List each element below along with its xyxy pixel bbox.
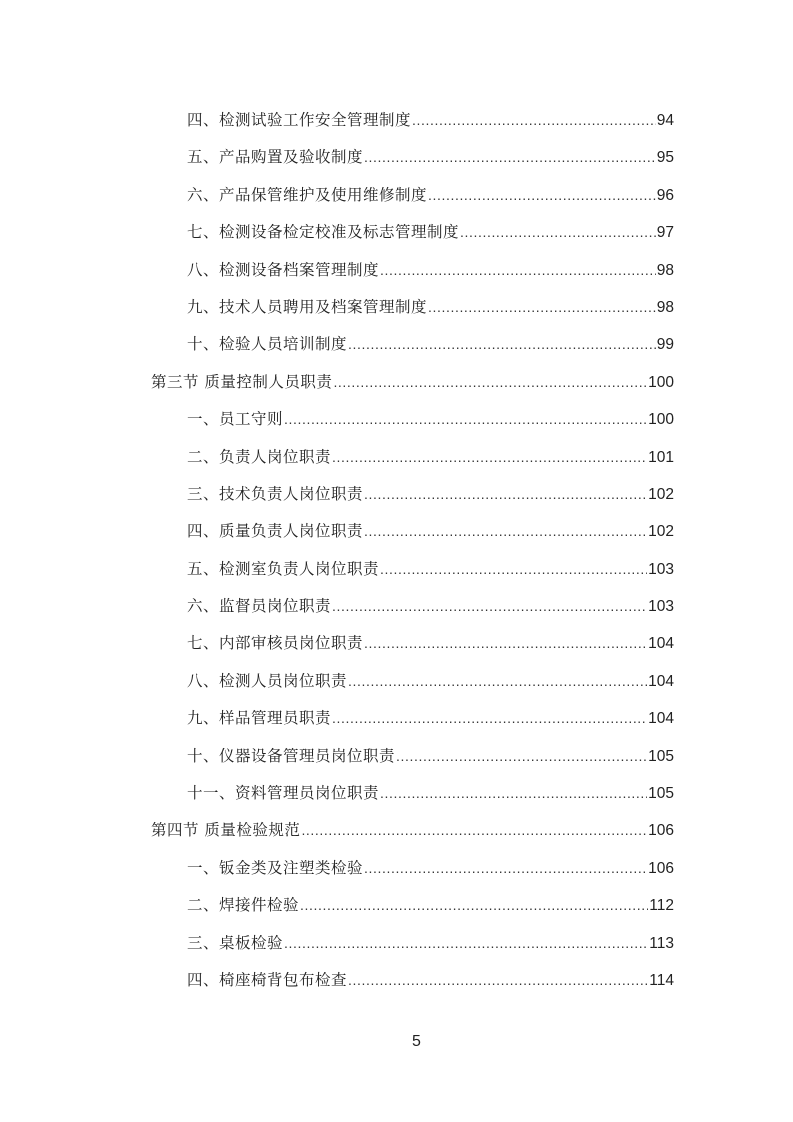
dot-leader: [364, 860, 647, 876]
toc-entry-title: 七、检测设备检定校准及标志管理制度: [187, 223, 460, 242]
toc-entry[interactable]: [151, 931, 674, 968]
toc-entry-page: 100: [648, 411, 674, 429]
toc-entry-title: 四、检测试验工作安全管理制度: [187, 111, 412, 129]
toc-entry-page: 100: [648, 373, 674, 391]
dot-leader: [380, 785, 647, 801]
toc-entry-page: 103: [648, 598, 674, 616]
toc-entry[interactable]: [151, 856, 674, 893]
dot-leader: [364, 523, 647, 539]
toc-entry-page: 105: [648, 785, 674, 803]
toc-entry-title: 二、负责人岗位职责: [187, 447, 332, 466]
page-number: 5: [412, 1033, 421, 1050]
toc-entry[interactable]: [151, 183, 674, 220]
toc-entry[interactable]: [151, 594, 674, 631]
toc-entry-title: 二、焊接件检验: [187, 896, 300, 915]
toc-entry-title: 七、内部审核员岗位职责: [187, 634, 364, 653]
toc-entry-title: 八、检测设备档案管理制度: [187, 260, 380, 279]
dot-leader: [380, 262, 656, 278]
toc-entry[interactable]: [151, 968, 674, 1005]
toc-entry-title: 十、仪器设备管理员岗位职责: [187, 746, 396, 765]
toc-entry-page: 98: [656, 261, 674, 279]
dot-leader: [348, 972, 648, 988]
toc-section-entry[interactable]: [151, 370, 674, 407]
toc-entry-page: 101: [648, 448, 674, 466]
toc-entry-page: 104: [648, 672, 674, 690]
toc-entry-title: 四、质量负责人岗位职责: [187, 522, 364, 541]
toc-entry[interactable]: [151, 706, 674, 743]
dot-leader: [364, 635, 647, 651]
dot-leader: [396, 748, 647, 764]
dot-leader: [412, 112, 656, 128]
dot-leader: [332, 449, 647, 465]
dot-leader: [284, 411, 647, 427]
toc-entry-page: 114: [649, 971, 674, 989]
dot-leader: [332, 710, 647, 726]
toc-entry-title: 九、技术人员聘用及档案管理制度: [187, 297, 428, 316]
toc-entry[interactable]: [151, 482, 674, 519]
toc-entry-title: 一、员工守则: [187, 410, 284, 429]
toc-entry[interactable]: [151, 407, 674, 444]
toc-entry[interactable]: [151, 557, 674, 594]
toc-entry[interactable]: [151, 744, 674, 781]
table-of-contents: [151, 108, 674, 1005]
toc-entry[interactable]: [151, 258, 674, 295]
toc-entry-page: 113: [649, 934, 674, 952]
dot-leader: [364, 486, 647, 502]
dot-leader: [300, 897, 648, 913]
toc-entry-page: 98: [656, 298, 674, 316]
dot-leader: [332, 598, 647, 614]
toc-entry-page: 99: [656, 336, 674, 354]
dot-leader: [348, 673, 647, 689]
dot-leader: [333, 374, 647, 390]
toc-entry-page: 102: [648, 523, 674, 541]
toc-entry[interactable]: [151, 145, 674, 182]
toc-section-entry[interactable]: [151, 818, 674, 855]
toc-entry[interactable]: [151, 631, 674, 668]
dot-leader: [348, 336, 656, 352]
toc-entry[interactable]: [151, 519, 674, 556]
dot-leader: [428, 299, 656, 315]
toc-entry-title: 十一、资料管理员岗位职责: [187, 784, 380, 803]
dot-leader: [428, 187, 656, 203]
dot-leader: [284, 935, 648, 951]
toc-entry-page: 95: [656, 149, 674, 167]
toc-entry-title: 五、产品购置及验收制度: [187, 148, 364, 167]
dot-leader: [301, 822, 647, 838]
toc-entry-title: 第四节 质量检验规范: [151, 821, 301, 840]
toc-entry-title: 四、椅座椅背包布检查: [187, 970, 348, 989]
toc-entry-page: 105: [648, 747, 674, 765]
toc-entry-page: 103: [648, 560, 674, 578]
toc-entry-page: 97: [656, 224, 674, 242]
dot-leader: [380, 561, 647, 577]
toc-entry[interactable]: [151, 669, 674, 706]
toc-entry-title: 九、样品管理员职责: [187, 709, 332, 728]
toc-entry[interactable]: [151, 445, 674, 482]
toc-entry[interactable]: [151, 108, 674, 145]
toc-entry-title: 八、检测人员岗位职责: [187, 671, 348, 690]
toc-entry-title: 十、检验人员培训制度: [187, 335, 348, 354]
toc-entry-page: 94: [656, 112, 674, 129]
toc-entry-title: 第三节 质量控制人员职责: [151, 372, 333, 391]
toc-entry-page: 104: [648, 635, 674, 653]
toc-entry-page: 102: [648, 485, 674, 503]
toc-entry[interactable]: [151, 295, 674, 332]
toc-entry[interactable]: [151, 332, 674, 369]
toc-entry-page: 106: [648, 822, 674, 840]
dot-leader: [364, 149, 656, 165]
toc-entry-page: 96: [656, 186, 674, 204]
toc-entry-page: 112: [649, 897, 674, 915]
toc-entry-title: 六、产品保管维护及使用维修制度: [187, 185, 428, 204]
toc-entry-title: 三、技术负责人岗位职责: [187, 484, 364, 503]
toc-entry-page: 104: [648, 710, 674, 728]
toc-entry[interactable]: [151, 220, 674, 257]
toc-entry-title: 一、钣金类及注塑类检验: [187, 858, 364, 877]
dot-leader: [460, 224, 656, 240]
toc-entry[interactable]: [151, 781, 674, 818]
toc-entry-title: 三、桌板检验: [187, 933, 284, 952]
toc-entry[interactable]: [151, 893, 674, 930]
toc-entry-title: 五、检测室负责人岗位职责: [187, 559, 380, 578]
toc-entry-page: 106: [648, 859, 674, 877]
toc-entry-title: 六、监督员岗位职责: [187, 597, 332, 616]
